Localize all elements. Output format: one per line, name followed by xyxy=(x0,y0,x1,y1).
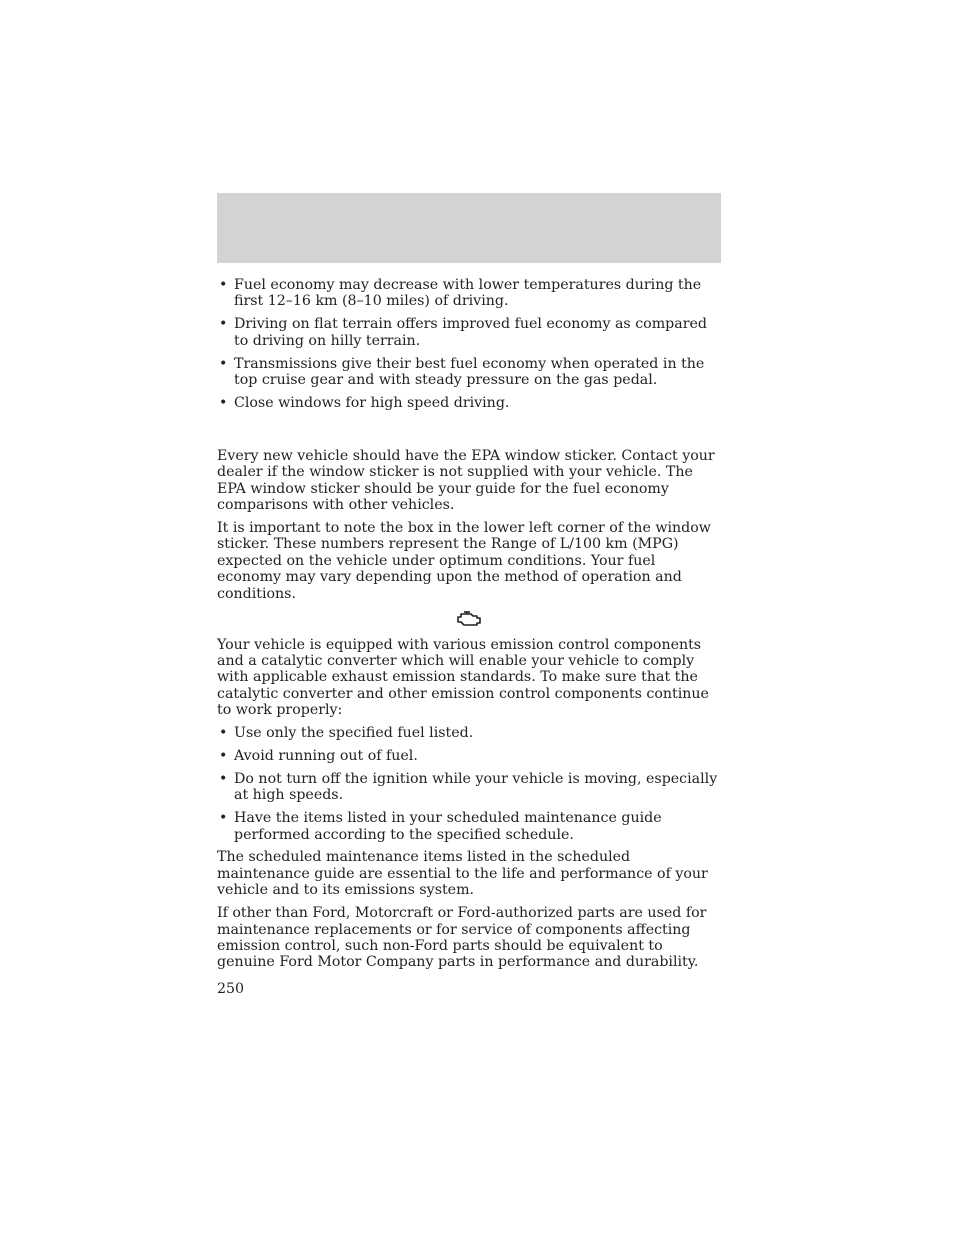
list-item-text: Have the items listed in your scheduled maintenance guide performed according to the specified schedule. xyxy=(234,810,662,843)
bullet-icon: • xyxy=(219,770,228,787)
bullet-icon: • xyxy=(219,316,228,333)
epa-paragraph: It is important to note the box in the lower left corner of the window sticker. These numbers represent the Range of L/100 km (MPG) expected on the vehicle under optimum conditions. Your fuel economy may vary depending upon the method of operation and conditions. xyxy=(217,519,711,602)
check-engine-icon xyxy=(455,609,485,629)
list-item xyxy=(217,725,722,741)
list-item-text: Fuel economy may decrease with lower temperatures during the first 12–16 km (8–10 miles) of driving. xyxy=(234,277,702,310)
epa-paragraph: Every new vehicle should have the EPA window sticker. Contact your dealer if the window sticker is not supplied with your vehicle. The EPA window sticker should be your guide for the fuel economy comparisons with other vehicles. xyxy=(217,447,715,514)
check-engine-icon-row xyxy=(217,609,722,629)
bullet-icon: • xyxy=(219,810,228,827)
header-band xyxy=(217,193,721,263)
list-item-text: Driving on flat terrain offers improved fuel economy as compared to driving on hilly terrain. xyxy=(234,316,707,349)
list-item xyxy=(217,316,722,349)
emission-tips-list xyxy=(217,725,722,843)
bullet-icon: • xyxy=(219,725,228,742)
bullet-icon: • xyxy=(219,394,228,411)
list-item xyxy=(217,771,722,804)
bullet-icon: • xyxy=(219,355,228,372)
list-item xyxy=(217,277,722,310)
bullet-icon: • xyxy=(219,277,228,293)
list-item-text: Close windows for high speed driving. xyxy=(234,394,510,411)
list-item xyxy=(217,395,722,411)
list-item-text: Do not turn off the ignition while your vehicle is moving, especially at high speeds. xyxy=(234,770,718,804)
emission-intro: Your vehicle is equipped with various emission control components and a catalytic converter which will enable your vehicle to comply with applicable exhaust emission standards. To make sure that the catalytic converter and other emission control components continue to work properly: xyxy=(217,636,709,719)
list-item xyxy=(217,748,722,764)
list-item-text: Avoid running out of fuel. xyxy=(234,747,418,764)
page-number: 250 xyxy=(217,981,245,997)
list-item-text: Use only the specified fuel listed. xyxy=(234,725,474,742)
list-item xyxy=(217,356,722,389)
bullet-icon: • xyxy=(219,747,228,764)
page-content xyxy=(217,277,722,977)
list-item xyxy=(217,810,722,843)
parts-paragraph: If other than Ford, Motorcraft or Ford-authorized parts are used for maintenance replacements or for service of components affecting emission control, such non-Ford parts should be equivalent to genuine Ford Motor Company parts in performance and durability. xyxy=(217,905,707,971)
section-spacer xyxy=(217,418,722,448)
maintenance-paragraph: The scheduled maintenance items listed in the scheduled maintenance guide are essential to the life and performance of your vehicle and to its emissions system. xyxy=(217,849,708,899)
fuel-tips-list xyxy=(217,277,722,411)
list-item-text: Transmissions give their best fuel economy when operated in the top cruise gear and with steady pressure on the gas pedal. xyxy=(234,355,705,389)
